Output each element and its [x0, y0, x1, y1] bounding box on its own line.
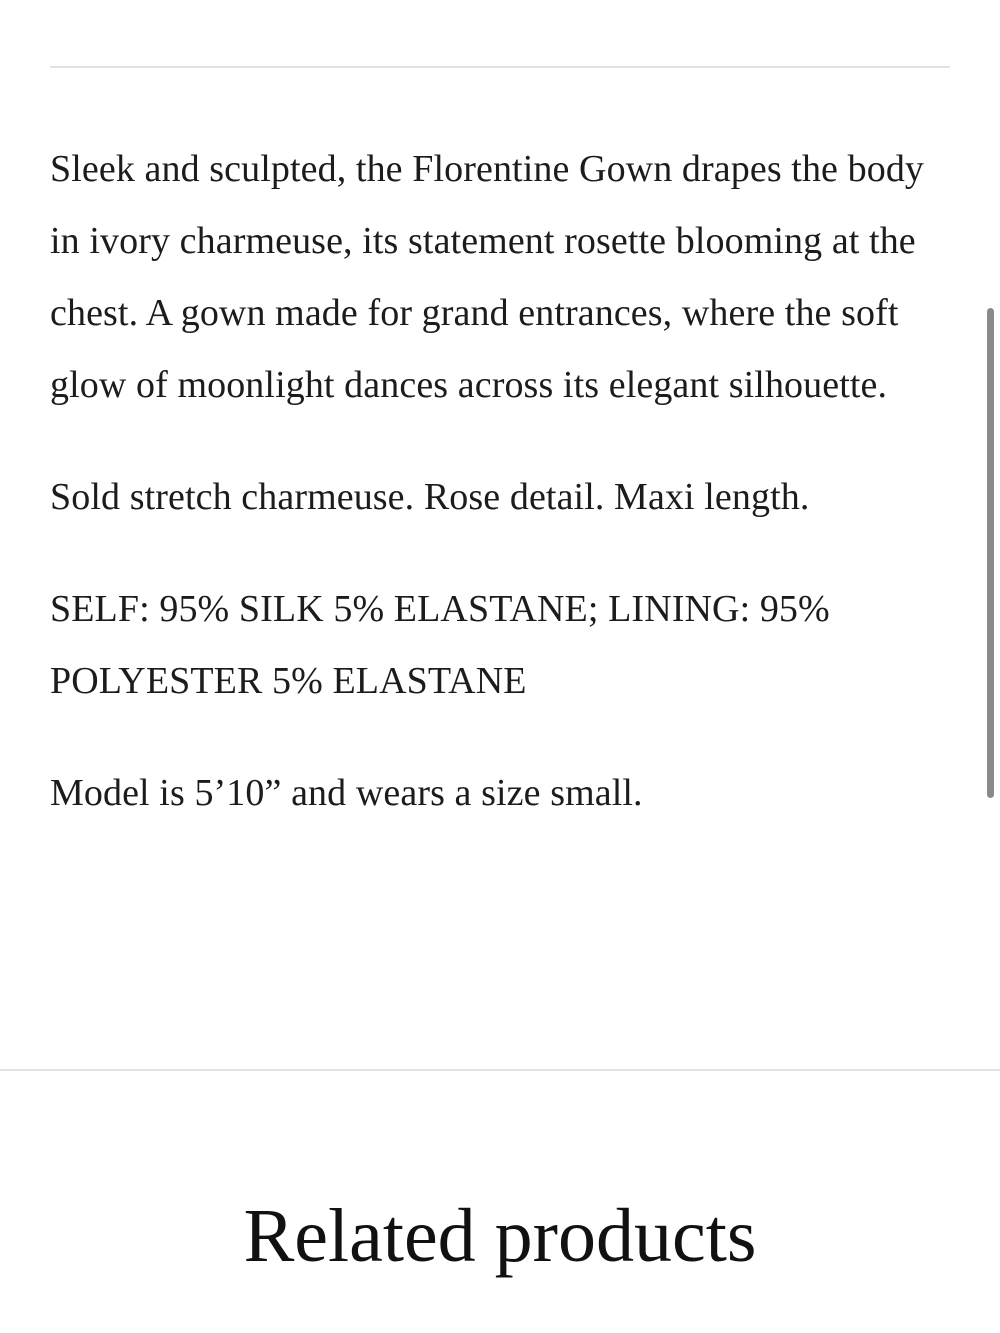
product-description [50, 133, 960, 829]
related-products-heading: Related products [243, 1194, 757, 1278]
section-divider [0, 1069, 1000, 1071]
top-divider [50, 66, 950, 68]
description-details: Sold stretch charmeuse. Rose detail. Maxi length. [50, 476, 810, 518]
description-composition: SELF: 95% SILK 5% ELASTANE; LINING: 95% POLYESTER 5% ELASTANE [50, 588, 830, 702]
description-model-size: Model is 5’10” and wears a size small. [50, 772, 643, 814]
description-paragraph: Sleek and sculpted, the Florentine Gown drapes the body in ivory charmeuse, its statement rosette blooming at the chest. A gown made for grand entrances, where the soft glow of moonlight dances across its elegant silhouette. [50, 148, 925, 406]
scrollbar-thumb[interactable] [987, 308, 994, 798]
